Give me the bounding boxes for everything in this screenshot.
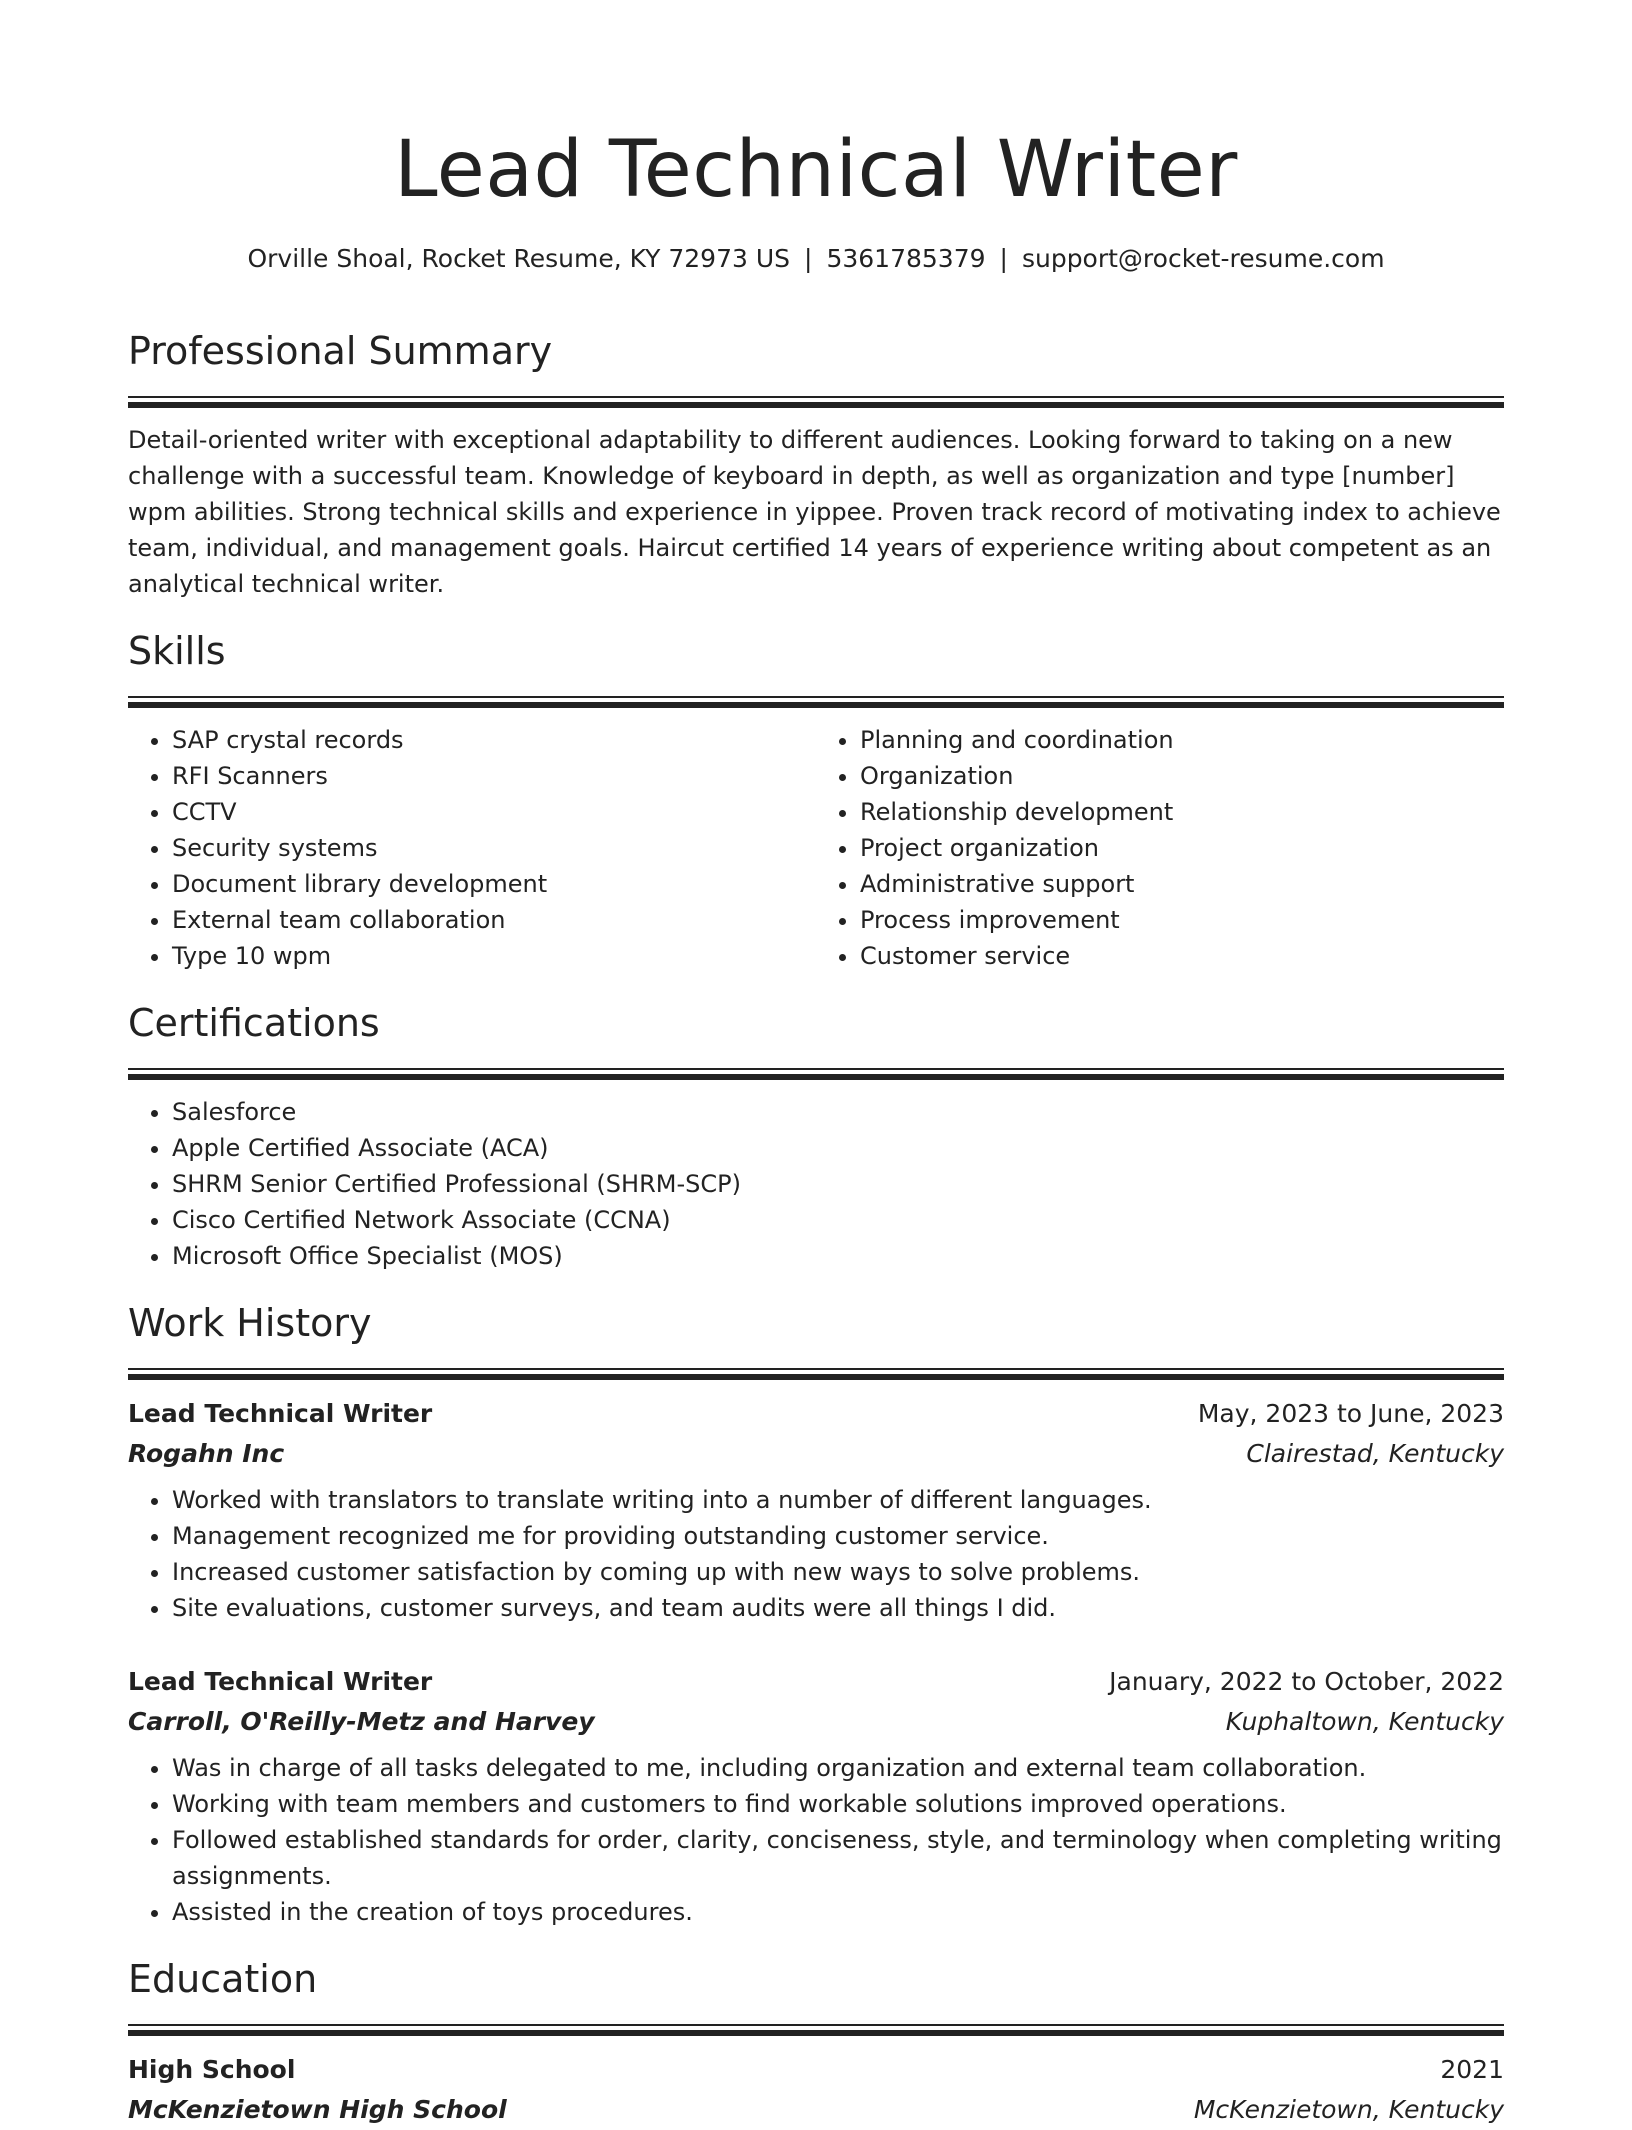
job-location: Kuphaltown, Kentucky <box>1225 1707 1504 1736</box>
job-bullet: • Working with team members and customers to find workable solutions improved operations. <box>172 1786 1504 1822</box>
summary-section <box>128 326 1504 602</box>
skill-item: • Planning and coordination <box>860 722 1504 758</box>
contact-address: Orville Shoal, Rocket Resume, KY 72973 US <box>247 244 791 273</box>
contact-email: support@rocket-resume.com <box>1021 244 1385 273</box>
job-location: Clairestad, Kentucky <box>1246 1439 1504 1468</box>
job-company: Rogahn Inc <box>128 1439 285 1468</box>
section-heading: Work History <box>128 1301 372 1345</box>
job-bullet: • Increased customer satisfaction by coming up with new ways to solve problems. <box>172 1554 1504 1590</box>
skill-item: • Relationship development <box>860 794 1504 830</box>
certification-item: • Salesforce <box>172 1094 1504 1130</box>
skills-list-right <box>816 722 1504 974</box>
job-title: Lead Technical Writer <box>128 1399 433 1428</box>
certifications-section <box>128 998 1504 1274</box>
job-bullet: • Assisted in the creation of toys procedures. <box>172 1894 1504 1930</box>
contact-phone: 5361785379 <box>826 244 986 273</box>
contact-separator: | <box>999 244 1008 273</box>
education-section <box>128 1954 1504 2130</box>
skills-column-right <box>816 722 1504 974</box>
job-header-row <box>128 1394 1504 1434</box>
contact-line <box>128 242 1504 276</box>
skills-columns <box>128 722 1504 974</box>
certification-item: • Cisco Certified Network Associate (CCNA) <box>172 1202 1504 1238</box>
skill-item: • Process improvement <box>860 902 1504 938</box>
section-heading: Professional Summary <box>128 329 553 373</box>
section-divider <box>128 2024 1504 2036</box>
skill-item: • Administrative support <box>860 866 1504 902</box>
job-bullet: • Worked with translators to translate writing into a number of different languages. <box>172 1482 1504 1518</box>
skill-item: • External team collaboration <box>172 902 816 938</box>
certification-item: • Microsoft Office Specialist (MOS) <box>172 1238 1504 1274</box>
section-divider <box>128 1068 1504 1080</box>
job-bullet: • Site evaluations, customer surveys, and team audits were all things I did. <box>172 1590 1504 1626</box>
education-school-row <box>128 2090 1504 2130</box>
job-bullet: • Followed established standards for order, clarity, conciseness, style, and terminology when completing writing assignments. <box>172 1822 1504 1894</box>
education-year: 2021 <box>1440 2055 1504 2084</box>
skill-item: • SAP crystal records <box>172 722 816 758</box>
section-divider <box>128 1368 1504 1380</box>
skill-item: • Security systems <box>172 830 816 866</box>
job-header-row <box>128 1662 1504 1702</box>
section-heading: Certifications <box>128 1001 380 1045</box>
summary-text: Detail-oriented writer with exceptional adaptability to different audiences. Looking forward to taking on a new challenge with a successful team. Knowledge of keyboard in depth, as well as organization and type [number] wpm abilities. Strong technical skills and experience in yippee. Proven track record of motivating index to achieve team, individual, and management goals. Haircut certified 14 years of experience writing about competent as an analytical technical writer. <box>128 426 1501 598</box>
skill-item: • RFI Scanners <box>172 758 816 794</box>
job-entry <box>128 1662 1504 1930</box>
contact-separator: | <box>804 244 813 273</box>
skill-item: • Customer service <box>860 938 1504 974</box>
section-divider <box>128 696 1504 708</box>
job-company-row <box>128 1702 1504 1742</box>
section-divider <box>128 396 1504 408</box>
section-heading: Skills <box>128 629 226 673</box>
education-entry <box>128 2050 1504 2130</box>
certification-item: • SHRM Senior Certified Professional (SHRM-SCP) <box>172 1166 1504 1202</box>
skill-item: • Type 10 wpm <box>172 938 816 974</box>
education-header-row <box>128 2050 1504 2090</box>
education-degree: High School <box>128 2055 296 2084</box>
job-bullet: • Was in charge of all tasks delegated to me, including organization and external team collaboration. <box>172 1750 1504 1786</box>
skills-column-left <box>128 722 816 974</box>
skills-list-left <box>128 722 816 974</box>
job-dates: January, 2022 to October, 2022 <box>1109 1667 1504 1696</box>
resume-title: Lead Technical Writer <box>394 125 1238 215</box>
certifications-list <box>128 1094 1504 1274</box>
skill-item: • Project organization <box>860 830 1504 866</box>
job-bullets <box>128 1750 1504 1930</box>
certification-item: • Apple Certified Associate (ACA) <box>172 1130 1504 1166</box>
job-title: Lead Technical Writer <box>128 1667 433 1696</box>
work-history-section <box>128 1298 1504 1930</box>
job-company-row <box>128 1434 1504 1474</box>
skill-item: • CCTV <box>172 794 816 830</box>
education-school: McKenzietown High School <box>128 2095 507 2124</box>
skills-section <box>128 626 1504 974</box>
skill-item: • Document library development <box>172 866 816 902</box>
job-dates: May, 2023 to June, 2023 <box>1197 1399 1504 1428</box>
section-heading: Education <box>128 1957 318 2001</box>
job-company: Carroll, O'Reilly-Metz and Harvey <box>128 1707 595 1736</box>
education-location: McKenzietown, Kentucky <box>1193 2095 1504 2124</box>
skill-item: • Organization <box>860 758 1504 794</box>
job-bullets <box>128 1482 1504 1626</box>
job-entry <box>128 1394 1504 1626</box>
job-bullet: • Management recognized me for providing outstanding customer service. <box>172 1518 1504 1554</box>
